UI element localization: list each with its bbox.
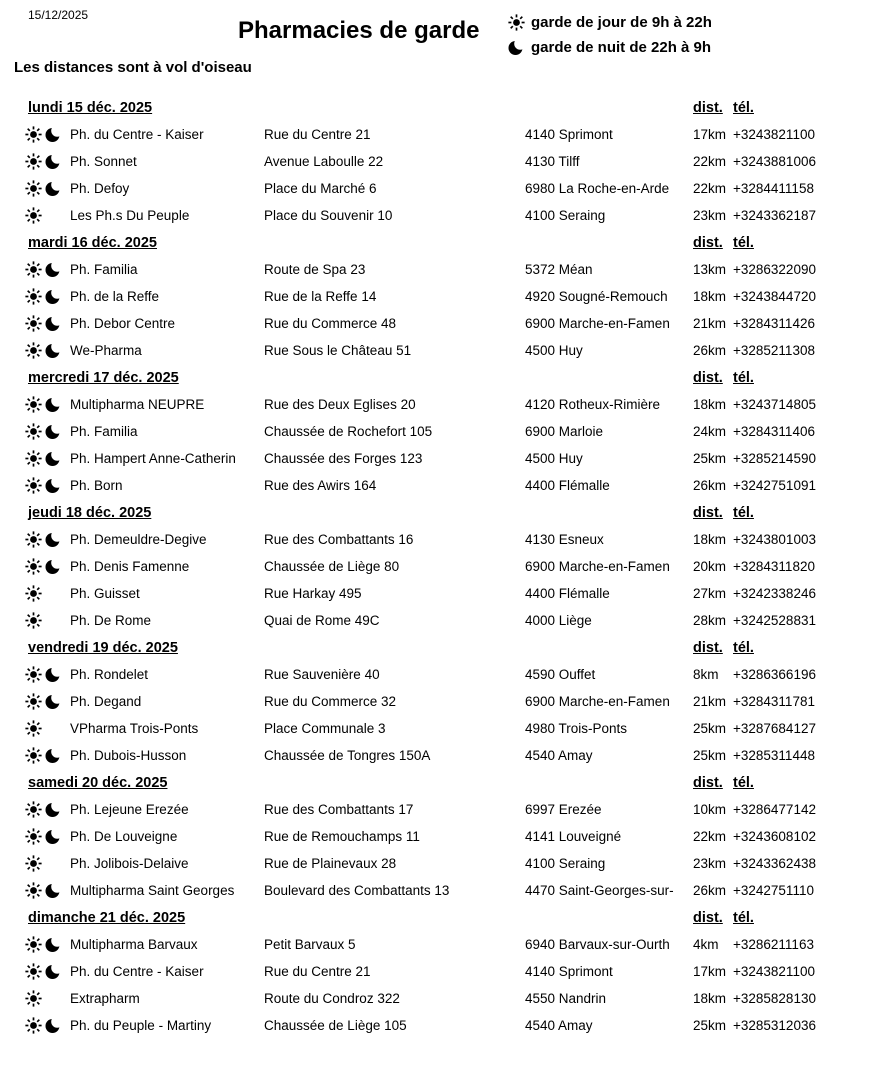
duty-icons <box>25 990 70 1007</box>
sun-icon <box>25 1017 42 1034</box>
pharmacy-city: 4590 Ouffet <box>525 667 596 682</box>
sun-icon <box>25 801 42 818</box>
pharmacy-row <box>25 607 846 634</box>
pharmacy-name: Ph. de la Reffe <box>70 289 160 304</box>
duty-icons <box>25 450 70 467</box>
pharmacy-address: Rue Harkay 495 <box>264 586 362 601</box>
pharmacy-phone: +3285312036 <box>733 1018 816 1033</box>
pharmacy-address: Rue des Combattants 16 <box>264 532 414 547</box>
pharmacy-address: Chaussée de Liège 80 <box>264 559 400 574</box>
pharmacy-distance: 22km <box>693 154 727 169</box>
pharmacy-phone: +3285828130 <box>733 991 816 1006</box>
pharmacy-distance: 26km <box>693 343 727 358</box>
pharmacy-name: Ph. du Peuple - Martiny <box>70 1018 212 1033</box>
day-section-header <box>25 364 846 391</box>
pharmacy-phone: +3243608102 <box>733 829 816 844</box>
pharmacy-address: Rue de Remouchamps 11 <box>264 829 420 844</box>
pharmacy-address: Rue des Awirs 164 <box>264 478 377 493</box>
pharmacy-distance: 4km <box>693 937 719 952</box>
pharmacy-city: 4400 Flémalle <box>525 586 610 601</box>
pharmacy-name: VPharma Trois-Ponts <box>70 721 199 736</box>
pharmacy-city: 4140 Sprimont <box>525 964 613 979</box>
pharmacy-city: 4550 Nandrin <box>525 991 607 1006</box>
pharmacy-row <box>25 283 846 310</box>
pharmacy-name: Ph. Defoy <box>70 181 130 196</box>
pharmacy-address: Rue Sauvenière 40 <box>264 667 380 682</box>
pharmacy-phone: +3285211308 <box>733 343 815 358</box>
tel-column-header: tél. <box>733 774 754 791</box>
pharmacy-row <box>25 931 846 958</box>
pharmacy-phone: +3243714805 <box>733 397 816 412</box>
pharmacy-distance: 17km <box>693 964 727 979</box>
sun-icon <box>25 936 42 953</box>
day-section-header <box>25 634 846 661</box>
pharmacy-name: Ph. Debor Centre <box>70 316 176 331</box>
pharmacy-city: 6940 Barvaux-sur-Ourth <box>525 937 670 952</box>
moon-icon <box>45 936 62 953</box>
sun-icon <box>25 315 42 332</box>
moon-icon <box>45 531 62 548</box>
sun-icon <box>25 477 42 494</box>
pharmacy-phone: +3286477142 <box>733 802 816 817</box>
dist-column-header: dist. <box>693 369 723 386</box>
sun-icon <box>25 153 42 170</box>
day-section <box>25 94 846 229</box>
pharmacy-name: Ph. Demeuldre-Degive <box>70 532 207 547</box>
legend-day-row <box>508 10 712 35</box>
duty-icons <box>25 963 70 980</box>
pharmacy-distance: 25km <box>693 1018 727 1033</box>
pharmacy-phone: +3285214590 <box>733 451 816 466</box>
pharmacy-city: 6900 Marche-en-Famen <box>525 316 670 331</box>
tel-column-header: tél. <box>733 99 754 116</box>
duty-icons <box>25 666 70 683</box>
moon-icon <box>45 180 62 197</box>
pharmacy-row <box>25 1012 846 1039</box>
pharmacy-address: Rue du Centre 21 <box>264 127 371 142</box>
duty-icons <box>25 180 70 197</box>
pharmacy-name: Ph. Denis Famenne <box>70 559 190 574</box>
pharmacy-row <box>25 688 846 715</box>
pharmacy-city: 4100 Seraing <box>525 208 606 223</box>
duty-icons <box>25 315 70 332</box>
moon-icon <box>45 153 62 170</box>
pharmacy-name: Ph. Jolibois-Delaive <box>70 856 189 871</box>
pharmacy-name: Ph. Born <box>70 478 123 493</box>
pharmacy-distance: 23km <box>693 856 727 871</box>
pharmacy-phone: +3243801003 <box>733 532 816 547</box>
pharmacy-phone: +3242528831 <box>733 613 816 628</box>
moon-icon <box>45 693 62 710</box>
sun-icon <box>25 828 42 845</box>
pharmacy-city: 4500 Huy <box>525 343 583 358</box>
pharmacy-city: 6900 Marche-en-Famen <box>525 559 670 574</box>
pharmacy-row <box>25 148 846 175</box>
pharmacy-address: Rue de la Reffe 14 <box>264 289 377 304</box>
duty-icons <box>25 882 70 899</box>
duty-icons <box>25 396 70 413</box>
day-section <box>25 364 846 499</box>
pharmacy-phone: +3284311426 <box>733 316 815 331</box>
sun-icon <box>25 261 42 278</box>
moon-icon <box>45 288 62 305</box>
pharmacy-distance: 21km <box>693 316 727 331</box>
pharmacy-row <box>25 985 846 1012</box>
pharmacy-address: Quai de Rome 49C <box>264 613 380 628</box>
pharmacy-phone: +3243844720 <box>733 289 816 304</box>
duty-icons <box>25 828 70 845</box>
moon-icon <box>45 558 62 575</box>
moon-icon <box>45 963 62 980</box>
day-heading: jeudi 18 déc. 2025 <box>28 504 152 521</box>
pharmacy-address: Rue du Commerce 32 <box>264 694 397 709</box>
tel-column-header: tél. <box>733 234 754 251</box>
pharmacy-row <box>25 418 846 445</box>
pharmacy-name: Ph. Hampert Anne-Catherin <box>70 451 236 466</box>
sun-icon <box>25 747 42 764</box>
legend-day-label: garde de jour de 9h à 22h <box>531 14 712 31</box>
day-rows <box>25 661 846 769</box>
duty-icons <box>25 855 70 872</box>
moon-icon <box>45 1017 62 1034</box>
pharmacy-phone: +3286366196 <box>733 667 816 682</box>
day-heading: samedi 20 déc. 2025 <box>28 774 168 791</box>
pharmacy-row <box>25 877 846 904</box>
sun-icon <box>25 693 42 710</box>
moon-icon <box>45 666 62 683</box>
print-date: 15/12/2025 <box>28 8 89 22</box>
pharmacy-address: Route du Condroz 322 <box>264 991 400 1006</box>
pharmacy-address: Rue de Plainevaux 28 <box>264 856 397 871</box>
pharmacy-row <box>25 337 846 364</box>
pharmacy-name: Extrapharm <box>70 991 140 1006</box>
pharmacy-city: 4500 Huy <box>525 451 583 466</box>
day-section <box>25 634 846 769</box>
pharmacy-distance: 23km <box>693 208 727 223</box>
page-title: Pharmacies de garde <box>238 17 480 44</box>
pharmacy-distance: 28km <box>693 613 727 628</box>
dist-column-header: dist. <box>693 99 723 116</box>
dist-column-header: dist. <box>693 909 723 926</box>
moon-icon <box>45 828 62 845</box>
pharmacy-row <box>25 580 846 607</box>
moon-icon <box>45 477 62 494</box>
pharmacy-row <box>25 175 846 202</box>
sun-icon <box>25 585 42 602</box>
pharmacy-row <box>25 553 846 580</box>
pharmacy-name: Ph. Sonnet <box>70 154 137 169</box>
tel-column-header: tél. <box>733 369 754 386</box>
pharmacy-row <box>25 121 846 148</box>
moon-icon <box>45 882 62 899</box>
pharmacy-address: Place du Marché 6 <box>264 181 377 196</box>
pharmacy-distance: 18km <box>693 991 727 1006</box>
pharmacy-city: 6980 La Roche-en-Arde <box>525 181 670 196</box>
pharmacy-name: Ph. De Rome <box>70 613 152 628</box>
pharmacy-phone: +3284311406 <box>733 424 815 439</box>
distance-note: Les distances sont à vol d'oiseau <box>14 59 252 76</box>
dist-column-header: dist. <box>693 639 723 656</box>
pharmacy-address: Chaussée de Liège 105 <box>264 1018 407 1033</box>
pharmacy-phone: +3286211163 <box>733 937 814 952</box>
pharmacy-city: 4130 Tilff <box>525 154 580 169</box>
pharmacy-name: Ph. Guisset <box>70 586 140 601</box>
pharmacy-city: 4140 Sprimont <box>525 127 613 142</box>
day-rows <box>25 391 846 499</box>
pharmacy-city: 6997 Erezée <box>525 802 602 817</box>
pharmacy-phone: +3243821100 <box>733 127 815 142</box>
pharmacy-name: Ph. De Louveigne <box>70 829 178 844</box>
duty-icons <box>25 531 70 548</box>
duty-icons <box>25 477 70 494</box>
moon-icon <box>45 801 62 818</box>
pharmacy-distance: 25km <box>693 748 727 763</box>
pharmacy-phone: +3243881006 <box>733 154 816 169</box>
day-heading: dimanche 21 déc. 2025 <box>28 909 186 926</box>
pharmacy-distance: 20km <box>693 559 727 574</box>
pharmacy-name: Les Ph.s Du Peuple <box>70 208 190 223</box>
pharmacy-address: Rue du Commerce 48 <box>264 316 397 331</box>
duty-icons <box>25 342 70 359</box>
pharmacy-name: Ph. du Centre - Kaiser <box>70 964 204 979</box>
day-section-header <box>25 229 846 256</box>
sun-icon <box>25 855 42 872</box>
sun-icon <box>25 990 42 1007</box>
pharmacy-address: Chaussée de Tongres 150A <box>264 748 431 763</box>
duty-icons <box>25 288 70 305</box>
pharmacy-row <box>25 715 846 742</box>
pharmacy-row <box>25 391 846 418</box>
moon-icon <box>45 747 62 764</box>
pharmacy-address: Rue du Centre 21 <box>264 964 371 979</box>
pharmacy-distance: 22km <box>693 181 727 196</box>
pharmacy-phone: +3243362438 <box>733 856 816 871</box>
sun-icon <box>508 14 525 31</box>
day-rows <box>25 526 846 634</box>
pharmacy-row <box>25 796 846 823</box>
pharmacy-address: Rue des Deux Eglises 20 <box>264 397 416 412</box>
day-section-header <box>25 904 846 931</box>
moon-icon <box>508 39 525 56</box>
sun-icon <box>25 963 42 980</box>
pharmacy-phone: +3287684127 <box>733 721 816 736</box>
sun-icon <box>25 558 42 575</box>
sun-icon <box>25 423 42 440</box>
pharmacy-phone: +3285311448 <box>733 748 815 763</box>
moon-icon <box>45 450 62 467</box>
pharmacy-name: Ph. Degand <box>70 694 142 709</box>
pharmacy-city: 4920 Sougné-Remouch <box>525 289 668 304</box>
duty-icons <box>25 423 70 440</box>
pharmacy-distance: 10km <box>693 802 727 817</box>
pharmacy-city: 4000 Liège <box>525 613 592 628</box>
day-heading: mercredi 17 déc. 2025 <box>28 369 179 386</box>
day-heading: vendredi 19 déc. 2025 <box>28 639 178 656</box>
pharmacy-row <box>25 472 846 499</box>
pharmacy-distance: 27km <box>693 586 727 601</box>
pharmacy-distance: 25km <box>693 721 727 736</box>
moon-icon <box>45 261 62 278</box>
moon-icon <box>45 396 62 413</box>
sun-icon <box>25 531 42 548</box>
pharmacy-address: Chaussée des Forges 123 <box>264 451 423 466</box>
duty-icons <box>25 801 70 818</box>
moon-icon <box>45 315 62 332</box>
pharmacy-city: 4470 Saint-Georges-sur- <box>525 883 674 898</box>
pharmacy-address: Avenue Laboulle 22 <box>264 154 384 169</box>
duty-icons <box>25 126 70 143</box>
pharmacy-phone: +3286322090 <box>733 262 816 277</box>
sun-icon <box>25 288 42 305</box>
pharmacy-distance: 18km <box>693 532 727 547</box>
pharmacy-address: Chaussée de Rochefort 105 <box>264 424 433 439</box>
pharmacy-row <box>25 661 846 688</box>
dist-column-header: dist. <box>693 234 723 251</box>
day-rows <box>25 121 846 229</box>
legend-night-label: garde de nuit de 22h à 9h <box>531 39 712 56</box>
sun-icon <box>25 126 42 143</box>
pharmacy-name: We-Pharma <box>70 343 142 358</box>
pharmacy-name: Multipharma Barvaux <box>70 937 198 952</box>
pharmacy-phone: +3242338246 <box>733 586 816 601</box>
sun-icon <box>25 180 42 197</box>
pharmacy-phone: +3284311820 <box>733 559 815 574</box>
duty-icons <box>25 153 70 170</box>
pharmacy-address: Rue Sous le Château 51 <box>264 343 412 358</box>
moon-icon <box>45 126 62 143</box>
day-section-header <box>25 94 846 121</box>
pharmacy-city: 4540 Amay <box>525 748 593 763</box>
pharmacy-name: Ph. Dubois-Husson <box>70 748 187 763</box>
pharmacy-city: 4400 Flémalle <box>525 478 610 493</box>
pharmacy-city: 6900 Marloie <box>525 424 604 439</box>
dist-column-header: dist. <box>693 504 723 521</box>
duty-icons <box>25 1017 70 1034</box>
tel-column-header: tél. <box>733 504 754 521</box>
pharmacy-city: 4980 Trois-Ponts <box>525 721 628 736</box>
pharmacy-phone: +3242751091 <box>733 478 816 493</box>
pharmacy-distance: 26km <box>693 883 727 898</box>
pharmacy-row <box>25 742 846 769</box>
pharmacy-row <box>25 850 846 877</box>
pharmacy-city: 6900 Marche-en-Famen <box>525 694 670 709</box>
pharmacy-phone: +3284311781 <box>733 694 815 709</box>
pharmacy-name: Multipharma NEUPRE <box>70 397 205 412</box>
sun-icon <box>25 342 42 359</box>
pharmacy-address: Route de Spa 23 <box>264 262 366 277</box>
moon-icon <box>45 342 62 359</box>
pharmacy-address: Petit Barvaux 5 <box>264 937 356 952</box>
pharmacy-distance: 17km <box>693 127 727 142</box>
day-section <box>25 499 846 634</box>
pharmacy-address: Place du Souvenir 10 <box>264 208 393 223</box>
pharmacy-distance: 21km <box>693 694 727 709</box>
pharmacy-city: 5372 Méan <box>525 262 593 277</box>
pharmacy-row <box>25 310 846 337</box>
day-rows <box>25 931 846 1039</box>
tel-column-header: tél. <box>733 639 754 656</box>
pharmacy-distance: 13km <box>693 262 727 277</box>
pharmacy-phone: +3243362187 <box>733 208 816 223</box>
pharmacy-phone: +3284411158 <box>733 181 814 196</box>
pharmacy-distance: 18km <box>693 397 727 412</box>
day-section <box>25 904 846 1039</box>
pharmacy-city: 4141 Louveigné <box>525 829 622 844</box>
pharmacy-name: Ph. Lejeune Erezée <box>70 802 189 817</box>
pharmacy-row <box>25 526 846 553</box>
pharmacy-row <box>25 256 846 283</box>
day-section-header <box>25 499 846 526</box>
duty-icons <box>25 261 70 278</box>
day-heading: lundi 15 déc. 2025 <box>28 99 153 116</box>
pharmacy-name: Ph. Familia <box>70 424 138 439</box>
pharmacy-address: Rue des Combattants 17 <box>264 802 414 817</box>
sun-icon <box>25 450 42 467</box>
pharmacy-distance: 25km <box>693 451 727 466</box>
pharmacy-distance: 24km <box>693 424 727 439</box>
duty-icons <box>25 585 70 602</box>
day-section <box>25 229 846 364</box>
pharmacy-phone: +3242751110 <box>733 883 814 898</box>
day-rows <box>25 796 846 904</box>
pharmacy-address: Boulevard des Combattants 13 <box>264 883 450 898</box>
duty-icons <box>25 936 70 953</box>
pharmacy-distance: 8km <box>693 667 719 682</box>
pharmacy-name: Multipharma Saint Georges <box>70 883 235 898</box>
legend-night-row <box>508 35 712 60</box>
duty-hours-legend <box>508 10 712 60</box>
day-section <box>25 769 846 904</box>
pharmacy-name: Ph. Rondelet <box>70 667 149 682</box>
pharmacy-distance: 22km <box>693 829 727 844</box>
moon-icon <box>45 423 62 440</box>
sun-icon <box>25 612 42 629</box>
schedule-sections <box>25 94 846 1039</box>
sun-icon <box>25 666 42 683</box>
day-heading: mardi 16 déc. 2025 <box>28 234 157 251</box>
sun-icon <box>25 207 42 224</box>
duty-icons <box>25 558 70 575</box>
sun-icon <box>25 882 42 899</box>
sun-icon <box>25 720 42 737</box>
pharmacy-distance: 26km <box>693 478 727 493</box>
pharmacy-row <box>25 958 846 985</box>
duty-icons <box>25 612 70 629</box>
duty-icons <box>25 747 70 764</box>
duty-icons <box>25 720 70 737</box>
pharmacy-address: Place Communale 3 <box>264 721 386 736</box>
sun-icon <box>25 396 42 413</box>
pharmacy-row <box>25 823 846 850</box>
duty-icons <box>25 693 70 710</box>
pharmacy-distance: 18km <box>693 289 727 304</box>
tel-column-header: tél. <box>733 909 754 926</box>
dist-column-header: dist. <box>693 774 723 791</box>
pharmacy-city: 4130 Esneux <box>525 532 604 547</box>
pharmacy-city: 4100 Seraing <box>525 856 606 871</box>
pharmacy-city: 4120 Rotheux-Rimière <box>525 397 661 412</box>
pharmacy-city: 4540 Amay <box>525 1018 593 1033</box>
pharmacy-name: Ph. du Centre - Kaiser <box>70 127 204 142</box>
pharmacy-name: Ph. Familia <box>70 262 138 277</box>
pharmacy-row <box>25 445 846 472</box>
pharmacy-phone: +3243821100 <box>733 964 815 979</box>
day-rows <box>25 256 846 364</box>
duty-icons <box>25 207 70 224</box>
day-section-header <box>25 769 846 796</box>
pharmacy-row <box>25 202 846 229</box>
